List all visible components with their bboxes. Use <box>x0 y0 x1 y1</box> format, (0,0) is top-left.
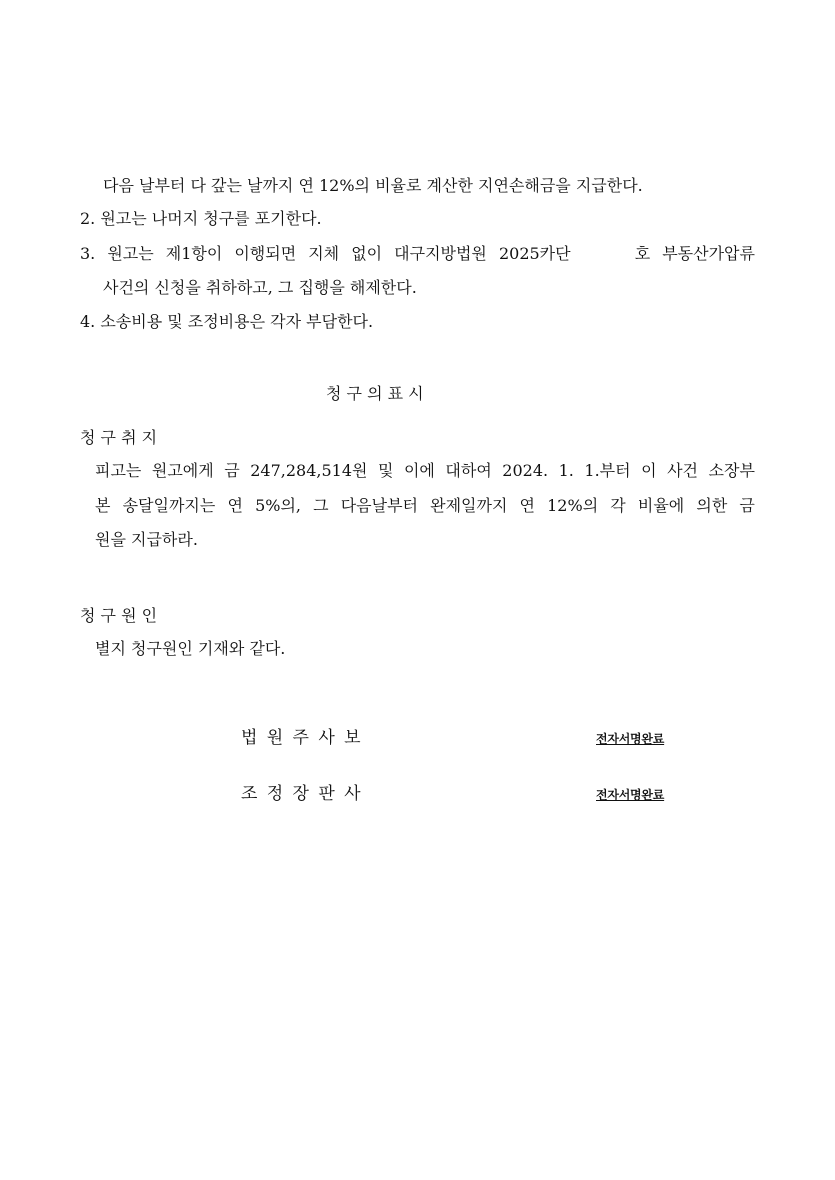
signature-status-clerk: 전자서명완료 <box>596 732 665 746</box>
claim-purpose-line1 <box>95 463 755 479</box>
signature-status-judge: 전자서명완료 <box>596 788 665 802</box>
claim-word: 12%의 <box>547 496 599 515</box>
signature-title-judge: 조정장판사 <box>241 784 370 804</box>
claim-word: 대하여 <box>445 461 492 480</box>
claim-word: 1.부터 <box>584 461 631 480</box>
claim-word: 원고에게 <box>151 461 214 480</box>
claim-word: 사건 <box>667 461 699 480</box>
claim-word: 5%의, <box>255 496 301 515</box>
settlement-item2: 2. 원고는 나머지 청구를 포기한다. <box>80 209 322 228</box>
claim-word: 1. <box>558 461 574 480</box>
claim-word: 각 <box>610 496 626 515</box>
claim-section-heading: 청 구 의 표 시 <box>326 384 424 403</box>
item3-blank-case-number <box>583 246 623 262</box>
settlement-item4: 4. 소송비용 및 조정비용은 각자 부담한다. <box>80 312 374 331</box>
item3-word: 지체 <box>308 244 340 263</box>
claim-word: 연 <box>519 496 535 515</box>
claim-word: 의한 <box>696 496 728 515</box>
claim-word: 연 <box>227 496 243 515</box>
item3-word: 부동산가압류 <box>662 244 755 263</box>
claim-word: 이 <box>641 461 657 480</box>
claim-word: 그 <box>313 496 329 515</box>
signature-title-clerk: 법원주사보 <box>241 728 370 748</box>
claim-word: 다음날부터 <box>340 496 418 515</box>
item3-word: 호 <box>634 244 651 263</box>
claim-word: 금 <box>739 496 755 515</box>
item3-word: 제1항이 <box>165 244 223 263</box>
claim-word: 피고는 <box>95 461 142 480</box>
item3-word: 이행되면 <box>234 244 297 263</box>
claim-purpose-line3: 원을 지급하라. <box>95 530 198 549</box>
claim-word: 송달일까지는 <box>122 496 216 515</box>
claim-purpose-line2 <box>95 498 755 514</box>
claim-word: 본 <box>95 496 111 515</box>
claim-cause-text: 별지 청구원인 기재와 같다. <box>95 639 286 658</box>
item3-word: 대구지방법원 <box>394 244 487 263</box>
settlement-item1-continuation: 다음 날부터 다 갚는 날까지 연 12%의 비율로 계산한 지연손해금을 지급한다. <box>103 176 643 195</box>
claim-amount: 247,284,514원 <box>250 461 368 480</box>
claim-cause-heading: 청 구 원 인 <box>80 606 158 625</box>
claim-word: 소장부 <box>708 461 755 480</box>
item3-number: 3. <box>80 244 96 263</box>
claim-word: 이에 <box>403 461 435 480</box>
settlement-item3-line2: 사건의 신청을 취하하고, 그 집행을 해제한다. <box>103 278 417 297</box>
claim-word: 금 <box>224 461 240 480</box>
claim-word: 2024. <box>502 461 549 480</box>
item3-word: 원고는 <box>107 244 154 263</box>
item3-word: 2025카단 <box>498 244 571 263</box>
claim-word: 및 <box>377 461 394 480</box>
item3-word: 없이 <box>351 244 383 263</box>
settlement-item3-line1 <box>80 246 755 262</box>
claim-word: 비율에 <box>637 496 685 515</box>
claim-word: 완제일까지 <box>430 496 508 515</box>
claim-purpose-heading: 청 구 취 지 <box>80 428 158 447</box>
